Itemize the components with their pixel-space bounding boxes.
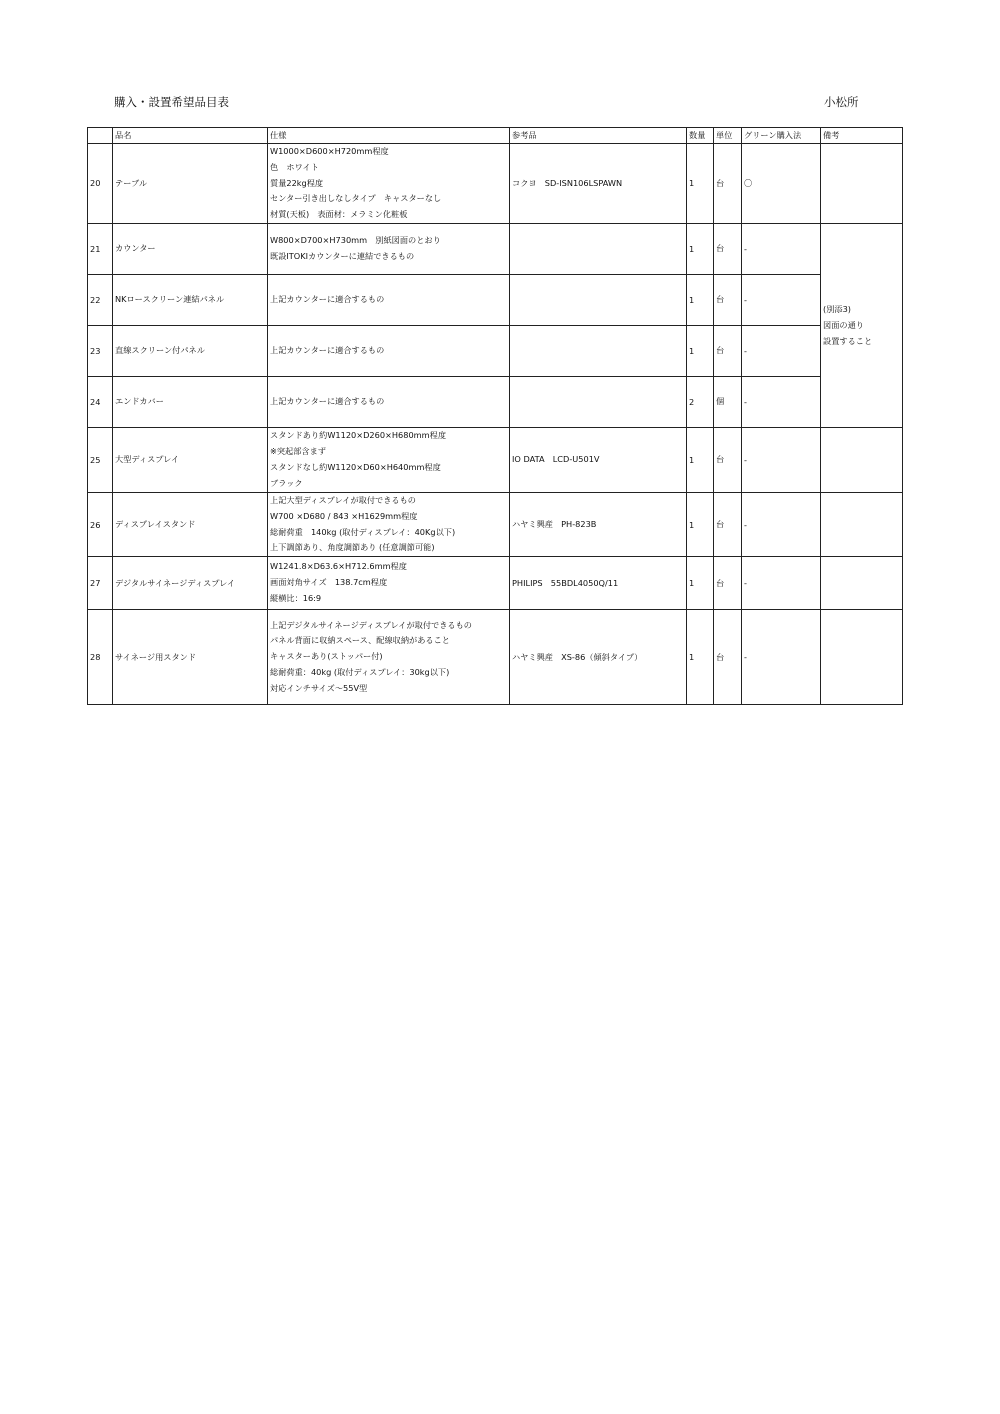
row-unit: 台 — [714, 144, 742, 224]
note-line: (別添3) — [823, 304, 851, 315]
header-note: 備考 — [821, 128, 903, 144]
row-note — [821, 557, 903, 610]
row-unit: 台 — [714, 274, 742, 325]
row-no: 23 — [88, 325, 113, 376]
row-spec — [268, 274, 510, 325]
office-name: 小松所 — [824, 95, 859, 109]
spec-line: 上下調節あり、角度調節あり (任意調節可能) — [270, 542, 435, 553]
spec-line: 上記カウンターに適合するもの — [270, 294, 385, 305]
header-qty: 数量 — [687, 128, 714, 144]
row-unit: 個 — [714, 376, 742, 427]
spec-line: 上記カウンターに適合するもの — [270, 396, 385, 407]
row-qty: 1 — [687, 223, 714, 274]
header-name: 品名 — [113, 128, 268, 144]
header-green: グリーン購入法 — [742, 128, 821, 144]
header-unit: 単位 — [714, 128, 742, 144]
row-qty: 1 — [687, 274, 714, 325]
row-green: - — [742, 557, 821, 610]
spec-line: 質量22kg程度 — [270, 177, 324, 188]
row-name: テーブル — [113, 144, 268, 224]
table-row — [88, 223, 903, 274]
row-qty: 2 — [687, 376, 714, 427]
row-green: 〇 — [742, 144, 821, 224]
spec-line: 上記カウンターに適合するもの — [270, 345, 385, 356]
row-green: - — [742, 325, 821, 376]
row-qty: 1 — [687, 610, 714, 705]
spec-line: 縦横比：16:9 — [270, 593, 322, 604]
row-unit: 台 — [714, 325, 742, 376]
row-qty: 1 — [687, 557, 714, 610]
table-row — [88, 325, 903, 376]
spec-line: 総耐荷重 140kg (取付ディスプレイ：40Kg以下) — [270, 526, 456, 537]
spec-line: キャスターあり(ストッパー付) — [270, 651, 383, 662]
row-green: - — [742, 223, 821, 274]
row-no: 24 — [88, 376, 113, 427]
table-row — [88, 427, 903, 492]
row-spec — [268, 610, 510, 705]
document-title: 購入・設置希望品目表 — [114, 95, 229, 109]
row-unit: 台 — [714, 427, 742, 492]
spec-line: パネル背面に収納スペース、配線収納があること — [270, 635, 450, 646]
row-no: 26 — [88, 492, 113, 556]
row-green: - — [742, 427, 821, 492]
row-qty: 1 — [687, 325, 714, 376]
table-row — [88, 610, 903, 705]
row-ref: ハヤミ興産 PH-823B — [510, 492, 687, 556]
row-name: カウンター — [113, 223, 268, 274]
header-spec: 仕様 — [268, 128, 510, 144]
items-table — [87, 127, 903, 705]
spec-line: 材質(天板) 表面材：メラミン化粧板 — [270, 209, 408, 220]
row-no: 20 — [88, 144, 113, 224]
merged-note — [821, 223, 903, 427]
row-name: デジタルサイネージディスプレイ — [113, 557, 268, 610]
row-no: 25 — [88, 427, 113, 492]
row-spec — [268, 144, 510, 224]
header-ref: 参考品 — [510, 128, 687, 144]
row-unit: 台 — [714, 557, 742, 610]
header-no — [88, 128, 113, 144]
row-no: 22 — [88, 274, 113, 325]
row-note — [821, 427, 903, 492]
note-line: 図面の通り — [823, 320, 864, 331]
row-ref: コクヨ SD-ISN106LSPAWN — [510, 144, 687, 224]
spec-line: 上記大型ディスプレイが取付できるもの — [270, 494, 416, 505]
row-qty: 1 — [687, 144, 714, 224]
row-no: 28 — [88, 610, 113, 705]
row-note — [821, 610, 903, 705]
row-qty: 1 — [687, 492, 714, 556]
row-green: - — [742, 376, 821, 427]
row-spec — [268, 376, 510, 427]
row-no: 27 — [88, 557, 113, 610]
spec-line: W1000×D600×H720mm程度 — [270, 146, 389, 156]
row-note — [821, 144, 903, 224]
row-ref: ハヤミ興産 XS-86（傾斜タイプ） — [510, 610, 687, 705]
row-spec — [268, 492, 510, 556]
row-no: 21 — [88, 223, 113, 274]
note-line: 設置すること — [823, 336, 873, 347]
row-qty: 1 — [687, 427, 714, 492]
row-name: NKロースクリーン連結パネル — [113, 274, 268, 325]
row-ref — [510, 223, 687, 274]
row-ref: PHILIPS 55BDL4050Q/11 — [510, 557, 687, 610]
row-unit: 台 — [714, 492, 742, 556]
row-green: - — [742, 492, 821, 556]
table-row — [88, 376, 903, 427]
row-unit: 台 — [714, 610, 742, 705]
spec-line: センター引き出しなしタイプ キャスターなし — [270, 193, 442, 204]
row-spec — [268, 427, 510, 492]
row-note — [821, 492, 903, 556]
spec-line: ブラック — [270, 477, 303, 488]
row-spec — [268, 223, 510, 274]
table-row — [88, 492, 903, 556]
row-ref — [510, 325, 687, 376]
spec-line: スタンドあり約W1120×D260×H680mm程度 — [270, 430, 447, 441]
spec-line: 上記デジタルサイネージディスプレイが取付できるもの — [270, 619, 472, 630]
row-spec — [268, 325, 510, 376]
row-name: 大型ディスプレイ — [113, 427, 268, 492]
spec-line: 総耐荷重：40kg (取付ディスプレイ：30kg以下) — [270, 667, 450, 678]
row-name: エンドカバー — [113, 376, 268, 427]
row-spec — [268, 557, 510, 610]
row-unit: 台 — [714, 223, 742, 274]
table-row — [88, 557, 903, 610]
spec-line: W800×D700×H730mm 別紙図面のとおり — [270, 235, 441, 246]
row-name: ディスプレイスタンド — [113, 492, 268, 556]
row-ref — [510, 274, 687, 325]
row-green: - — [742, 610, 821, 705]
spec-line: 色 ホワイト — [270, 161, 319, 172]
table-row — [88, 144, 903, 224]
spec-line: W700 ×D680 / 843 ×H1629mm程度 — [270, 510, 418, 521]
row-name: サイネージ用スタンド — [113, 610, 268, 705]
row-green: - — [742, 274, 821, 325]
spec-line: ※突起部含まず — [270, 446, 326, 457]
row-ref — [510, 376, 687, 427]
row-ref: IO DATA LCD-U501V — [510, 427, 687, 492]
table-header-row — [88, 128, 903, 144]
spec-line: 対応インチサイズ〜55V型 — [270, 682, 368, 693]
spec-line: W1241.8×D63.6×H712.6mm程度 — [270, 561, 407, 572]
spec-line: 既設ITOKIカウンターに連結できるもの — [270, 250, 415, 261]
table-row — [88, 274, 903, 325]
spec-line: 画面対角サイズ 138.7cm程度 — [270, 577, 388, 588]
row-name: 直線スクリーン付パネル — [113, 325, 268, 376]
spec-line: スタンドなし約W1120×D60×H640mm程度 — [270, 461, 441, 472]
